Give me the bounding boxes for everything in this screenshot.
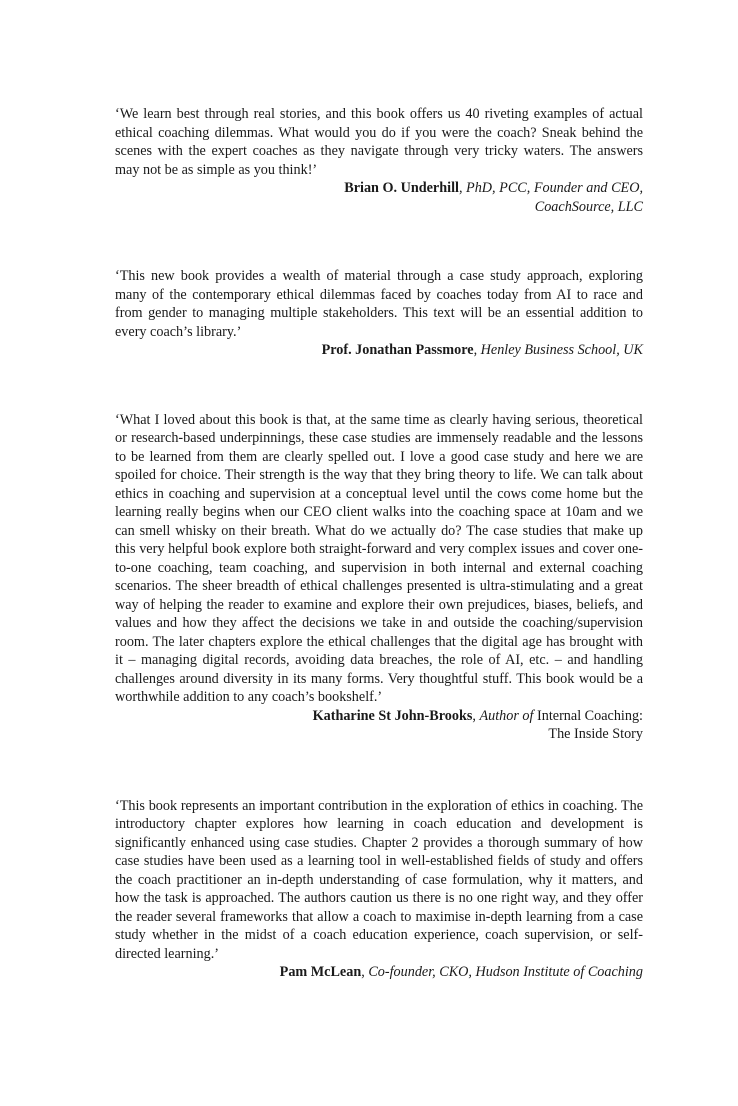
attribution-separator: , [361,964,369,980]
book-title-line2: The Inside Story [548,726,643,742]
endorser-role: Author of [479,707,534,724]
attribution-separator: , [458,180,467,196]
endorsements-page [115,105,643,982]
endorser-role: PhD, PCC, Founder and CEO, [466,180,643,196]
endorsement-attribution [115,179,643,216]
book-title: Internal Coaching: [533,707,643,724]
endorsement-attribution [115,341,643,360]
endorsement-block [115,267,643,360]
endorser-name: Pam McLean [279,964,362,980]
endorsement-attribution [115,707,643,744]
endorser-role-line2: CoachSource, LLC [534,198,643,215]
endorsement-block [115,105,643,216]
endorser-name: Brian O. Underhill [344,180,459,196]
endorsement-quote: ‘We learn best through real stories, and this book offers us 40 riveting examples of actual ethical coaching dilemmas. What would you do if you were the coach? Sneak behind the scenes with the expert coaches as they navigate through very tricky waters. The answers may not be as simple as you think!’ [115,106,643,178]
attribution-separator: , [472,707,480,724]
endorsement-block [115,797,643,982]
attribution-separator: , [473,342,481,358]
endorsement-block [115,411,643,744]
endorsement-quote: ‘This new book provides a wealth of material through a case study approach, exploring many of the contemporary ethical dilemmas faced by coaches today from AI to race and from gender to managing multiple stakeholders. This text will be an essential addition to every coach’s library.’ [115,268,643,340]
endorser-name: Katharine St John-Brooks [312,707,473,724]
endorsement-quote: ‘What I loved about this book is that, at the same time as clearly having serious, theoretical or research-based underpinnings, these case studies are immensely readable and the lessons to be learned from them are clearly spelled out. I love a good case study and here we are spoiled for choice. Their strength is the way that they bring theory to life. We can talk about ethics in coaching and supervision at a conceptual level until the cows come home but the learning really begins when our CEO client walks into the coaching space at 10am and we can smell whisky on their breath. What do we actually do? The case studies that make up this very helpful book explore both straight-forward and very complex issues and cover one-to-one coaching, team coaching, and supervision in both internal and external coaching scenarios. The sheer breadth of ethical challenges presented is ultra-stimulating and a great way of helping the reader to examine and explore their own prejudices, biases, beliefs, and values and how they affect the decisions we take in and outside the coaching/supervision room. The later chapters explore the ethical challenges that the digital age has brought with it – managing digital records, avoiding data breaches, the role of AI, etc. – and handling challenges around diversity in its many forms. Very thoughtful stuff. This book would be a worthwhile addition to any coach’s bookshelf.’ [115,411,643,705]
endorsement-quote: ‘This book represents an important contribution in the exploration of ethics in coaching. The introductory chapter explores how learning in coach education and development is significantly enhanced using case studies. Chapter 2 provides a thorough summary of how case studies have been used as a learning tool in well-established fields of study and offers the coach practitioner an in-depth understanding of case formulation, why it matters, and how the task is approached. The authors caution us there is no one right way, and they offer the reader several frameworks that allow a coach to maximise in-depth learning from a case study whether in the midst of a coach education experience, coach supervision, or self-directed learning.’ [115,797,643,962]
endorser-name: Prof. Jonathan Passmore [321,342,474,358]
endorsement-attribution [115,963,643,982]
endorser-role: Henley Business School, UK [480,342,643,358]
endorser-role: Co-founder, CKO, Hudson Institute of Coaching [368,964,643,980]
